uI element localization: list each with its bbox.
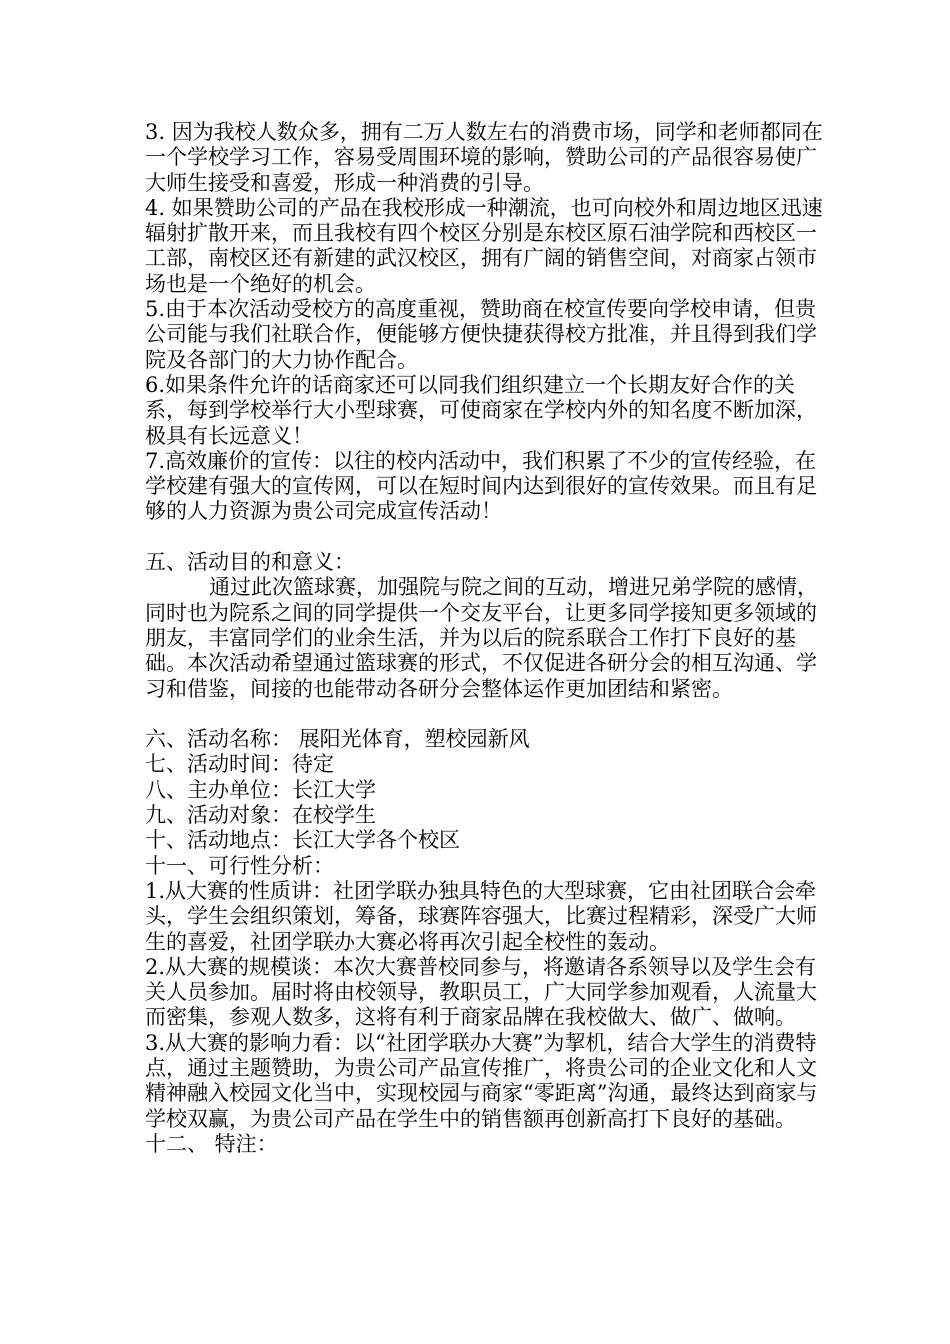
analysis-point-2: 2.从大赛的规模谈：本次大赛普校同参与，将邀请各系领导以及学生会有关人员参加。届时将由校领导，教职员工，广大同学参加观看，人流量大而密集，参观人数多，这将有利于商家品牌在我校做大、做广、做响。 bbox=[145, 954, 817, 1030]
section-6-line: 六、活动名称： 展阳光体育，塑校园新风 bbox=[145, 727, 530, 752]
blank-line bbox=[145, 525, 825, 550]
point-3-paragraph: 3. 因为我校人数众多，拥有二万人数左右的消费市场，同学和老师都同在一个学校学习工作，容易受周围环境的影响，赞助公司的产品很容易使广大师生接受和喜爱，形成一种消费的引导。 bbox=[145, 120, 823, 195]
section-5-body: 通过此次篮球赛，加强院与院之间的互动，增进兄弟学院的感情，同时也为院系之间的同学提供一个交友平台，让更多同学接知更多领域的朋友，丰富同学们的业余生活，并为以后的院系联合工作打下良好的基础。本次活动希望通过篮球赛的形式，不仅促进各研分会的相互沟通、学习和借鉴，间接的也能带动各研分会整体运作更加团结和紧密。 bbox=[145, 575, 818, 701]
point-7-paragraph: 7.高效廉价的宣传：以往的校内活动中，我们积累了不少的宣传经验，在学校建有强大的宣传网，可以在短时间内达到很好的宣传效果。而且有足够的人力资源为贵公司完成宣传活动！ bbox=[145, 448, 817, 524]
point-5-paragraph: 5.由于本次活动受校方的高度重视，赞助商在校宣传要向学校申请，但贵公司能与我们社联合作，便能够方便快捷获得校方批准，并且得到我们学院及各部门的大力协作配合。 bbox=[145, 297, 817, 372]
section-5-heading: 五、活动目的和意义： bbox=[145, 550, 355, 575]
section-7-line: 七、活动时间：待定 bbox=[145, 752, 334, 777]
section-12-heading: 十二、 特注： bbox=[145, 1131, 278, 1156]
section-10-line: 十、活动地点：长江大学各个校区 bbox=[145, 828, 460, 853]
section-9-line: 九、活动对象：在校学生 bbox=[145, 803, 376, 828]
analysis-point-3: 3.从大赛的影响力看：以“社团学联办大赛”为挈机，结合大学生的消费特点，通过主题赞助，为贵公司产品宣传推广，将贵公司的企业文化和人文精神融入校园文化当中，实现校园与商家“零距离”沟通，最终达到商家与学校双赢，为贵公司产品在学生中的销售额再创新高打下良好的基础。 bbox=[145, 1030, 818, 1131]
point-6-paragraph: 6.如果条件允许的话商家还可以同我们组织建立一个长期友好合作的关系，每到学校举行大小型球赛，可使商家在学校内外的知名度不断加深，极具有长远意义！ bbox=[145, 372, 817, 448]
section-8-line: 八、主办单位：长江大学 bbox=[145, 777, 376, 802]
document-body bbox=[145, 120, 825, 1157]
blank-line bbox=[145, 702, 825, 727]
section-11-heading: 十一、可行性分析： bbox=[145, 853, 334, 878]
analysis-point-1: 1.从大赛的性质讲：社团学联办独具特色的大型球赛，它由社团联合会牵头，学生会组织策划，筹备，球赛阵容强大，比赛过程精彩，深受广大师生的喜爱，社团学联办大赛必将再次引起全校性的轰动。 bbox=[145, 878, 817, 954]
point-4-paragraph: 4. 如果赞助公司的产品在我校形成一种潮流，也可向校外和周边地区迅速辐射扩散开来，而且我校有四个校区分别是东校区原石油学院和西校区一工部，南校区还有新建的武汉校区，拥有广阔的销售空间，对商家占领市场也是一个绝好的机会。 bbox=[145, 195, 823, 296]
